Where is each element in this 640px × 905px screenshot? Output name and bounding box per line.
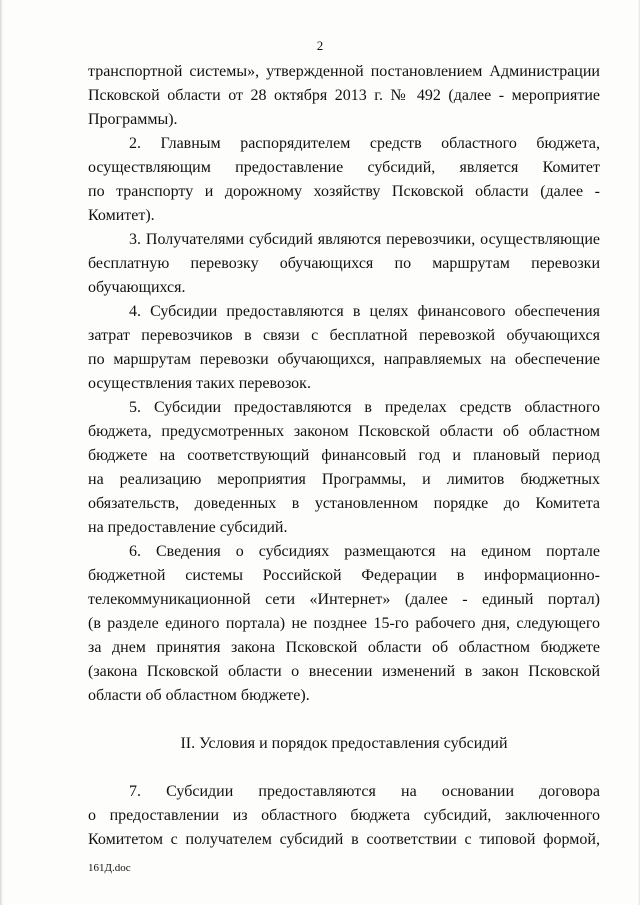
- text-line: осуществления таких перевозок.: [88, 375, 311, 392]
- text-line: обучающихся.: [88, 279, 186, 296]
- text-line: затрат перевозчиков в связи с бесплатной перевозкой обучающихся: [88, 327, 600, 344]
- text-line: транспортной системы», утвержденной постановлением Администрации: [88, 63, 600, 80]
- text-line: по маршрутам перевозки обучающихся, направляемых на обеспечение: [88, 351, 600, 368]
- text-line: телекоммуникационной сети «Интернет» (далее - единый портал): [88, 591, 600, 608]
- paragraph-7-start: 7. Субсидии предоставляются на основании договора: [129, 783, 600, 800]
- text-line: о предоставлении из областного бюджета субсидий, заключенного: [88, 807, 600, 824]
- text-line: на реализацию мероприятия Программы, и лимитов бюджетных: [88, 471, 600, 488]
- text-line: Псковской области от 28 октября 2013 г. № 492 (далее - мероприятие: [88, 87, 600, 104]
- text-line: обязательств, доведенных в установленном порядке до Комитета: [88, 495, 600, 512]
- text-line: бюджета, предусмотренных законом Псковской области об областном: [88, 423, 600, 440]
- file-name-footer: 161Д.doc: [88, 862, 131, 874]
- paragraph-2-start: 2. Главным распорядителем средств областного бюджета,: [129, 135, 600, 152]
- page-number: 2: [316, 38, 324, 53]
- page-left-edge: [0, 0, 3, 905]
- text-line: за днем принятия закона Псковской области об областном бюджете: [88, 639, 600, 656]
- text-line: области об областном бюджете).: [88, 687, 310, 704]
- text-line: Программы).: [88, 111, 178, 128]
- section-heading: II. Условия и порядок предоставления субсидий: [180, 735, 508, 752]
- paragraph-3-start: 3. Получателями субсидий являются перевозчики, осуществляющие: [129, 231, 600, 248]
- text-line: на предоставление субсидий.: [88, 519, 288, 536]
- text-line: (в разделе единого портала) не позднее 15-го рабочего дня, следующего: [88, 615, 600, 632]
- paragraph-6-start: 6. Сведения о субсидиях размещаются на едином портале: [129, 543, 600, 560]
- text-line: бюджетной системы Российской Федерации в информационно-: [88, 567, 600, 584]
- text-line: осуществляющим предоставление субсидий, является Комитет: [88, 159, 600, 176]
- spacer: [88, 708, 600, 732]
- paragraph-4-start: 4. Субсидии предоставляются в целях финансового обеспечения: [129, 303, 600, 320]
- text-line: Комитетом с получателем субсидий в соответствии с типовой формой,: [88, 831, 600, 848]
- spacer: [88, 756, 600, 780]
- text-line: бесплатную перевозку обучающихся по маршрутам перевозки: [88, 255, 600, 272]
- text-line: по транспорту и дорожному хозяйству Псковской области (далее -: [88, 183, 600, 200]
- text-line: Комитет).: [88, 207, 155, 224]
- text-line: бюджете на соответствующий финансовый год и плановый период: [88, 447, 600, 464]
- paragraph-5-start: 5. Субсидии предоставляются в пределах средств областного: [129, 399, 600, 416]
- document-body: [88, 60, 600, 852]
- text-line: (закона Псковской области о внесении изменений в закон Псковской: [88, 663, 600, 680]
